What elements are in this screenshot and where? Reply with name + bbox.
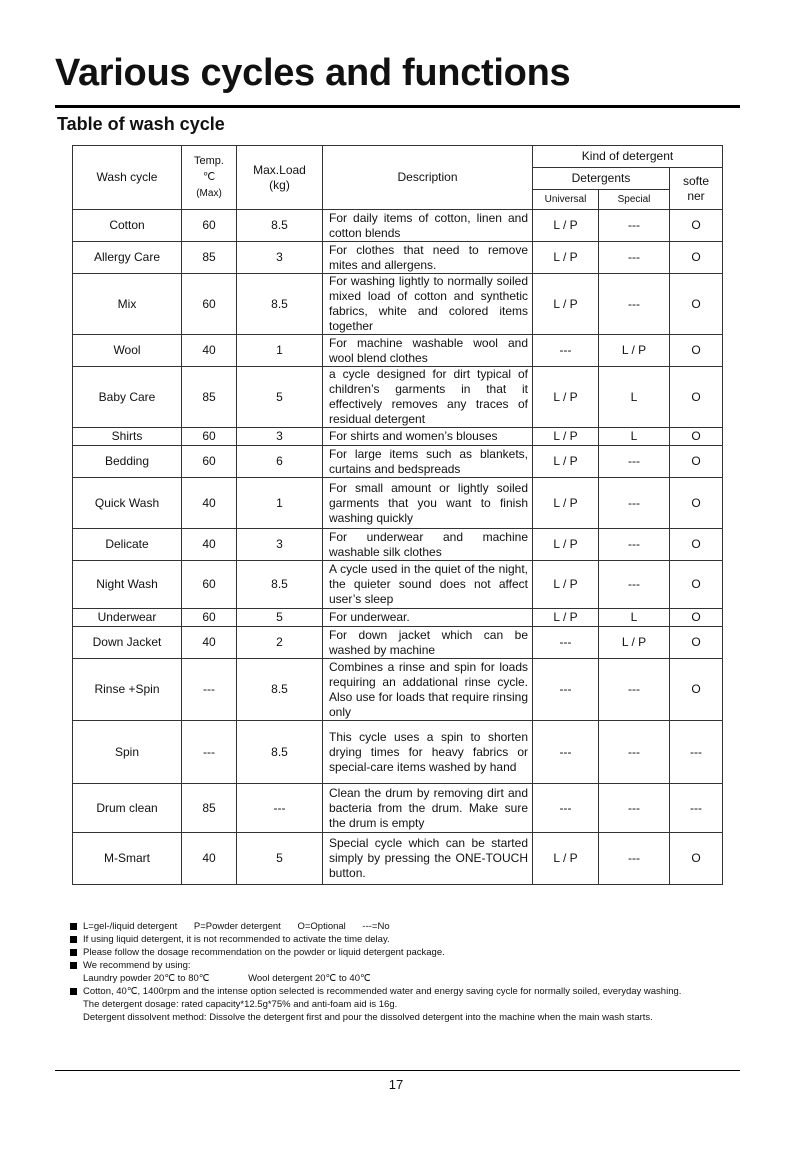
temp-value: --- [182,659,237,721]
table-row [73,274,723,335]
page-number: 17 [388,1077,404,1092]
special-detergent: L [599,428,670,446]
temp-value: 60 [182,428,237,446]
special-detergent: --- [599,210,670,242]
special-detergent: --- [599,561,670,609]
load-value: 6 [237,446,323,478]
softener: --- [670,721,723,784]
header-max-load-label: Max.Load [253,162,306,177]
load-value: 5 [237,609,323,627]
note-legend [70,920,735,933]
softener: O [670,446,723,478]
load-value: 8.5 [237,210,323,242]
description: For large items such as blankets, curtains and bedspreads [323,446,533,478]
load-value: 8.5 [237,274,323,335]
note-temperatures [70,972,735,985]
universal-detergent: L / P [533,367,599,428]
notes-section [70,920,735,1024]
header-detergents: Detergents [533,168,670,190]
description: This cycle uses a spin to shorten drying times for heavy fabrics or special-care items washed by hand [323,721,533,784]
special-detergent: --- [599,529,670,561]
table-row [73,446,723,478]
universal-detergent: L / P [533,446,599,478]
header-temp-max: (Max) [196,188,222,199]
wash-cycle-table [72,145,723,885]
softener: O [670,609,723,627]
special-detergent: --- [599,784,670,833]
title-rule [55,105,740,108]
cycle-name: Allergy Care [73,242,182,274]
table-row [73,609,723,627]
cycle-name: Down Jacket [73,627,182,659]
cycle-name: Rinse +Spin [73,659,182,721]
header-special: Special [599,190,670,210]
table-row [73,529,723,561]
load-value: 3 [237,242,323,274]
temp-value: 40 [182,627,237,659]
load-value: 5 [237,367,323,428]
table-row [73,833,723,885]
note-dosage-rated: The detergent dosage: rated capacity*12.5g*75% and anti-foam aid is 16g. [83,999,398,1010]
header-universal: Universal [533,190,599,210]
table-row [73,478,723,529]
load-value: 8.5 [237,561,323,609]
table-row [73,428,723,446]
wool-detergent-range: Wool detergent 20℃ to 40℃ [248,973,371,984]
description: For down jacket which can be washed by machine [323,627,533,659]
bullet-icon [70,923,77,930]
softener: O [670,561,723,609]
load-value: 5 [237,833,323,885]
cycle-name: Wool [73,335,182,367]
cycle-name: Bedding [73,446,182,478]
softener: O [670,529,723,561]
table-row [73,784,723,833]
load-value: 3 [237,529,323,561]
universal-detergent: --- [533,627,599,659]
section-title: Table of wash cycle [57,114,225,134]
table-row [73,627,723,659]
bullet-icon [70,949,77,956]
legend-l: L=gel-/liquid detergent [83,921,178,932]
description: For underwear and machine washable silk clothes [323,529,533,561]
table-row [73,367,723,428]
cycle-name: Delicate [73,529,182,561]
load-value: --- [237,784,323,833]
cycle-name: Quick Wash [73,478,182,529]
softener: O [670,659,723,721]
cycle-name: Shirts [73,428,182,446]
description: A cycle used in the quiet of the night, the quieter sound does not affect user’s sleep [323,561,533,609]
load-value: 2 [237,627,323,659]
temp-value: 40 [182,335,237,367]
universal-detergent: L / P [533,529,599,561]
universal-detergent: --- [533,784,599,833]
header-max-load-unit: (kg) [269,177,290,192]
description: Special cycle which can be started simply by pressing the ONE-TOUCH button. [323,833,533,885]
cycle-name: Underwear [73,609,182,627]
universal-detergent: L / P [533,242,599,274]
cycle-name: Night Wash [73,561,182,609]
laundry-powder-range: Laundry powder 20℃ to 80℃ [83,973,210,984]
table-row [73,659,723,721]
universal-detergent: L / P [533,609,599,627]
description: a cycle designed for dirt typical of children’s garments in that it effectively removes any traces of residual detergent [323,367,533,428]
note-dosage [70,946,735,959]
softener: O [670,367,723,428]
temp-value: 85 [182,367,237,428]
softener: --- [670,784,723,833]
table-row [73,561,723,609]
table-row [73,721,723,784]
note-cotton-text: Cotton, 40℃, 1400rpm and the intense option selected is recommended water and energy saving cycle for normally soiled, everyday washing. [83,986,682,997]
load-value: 1 [237,335,323,367]
temp-value: 40 [182,529,237,561]
temp-value: 60 [182,609,237,627]
header-wash-cycle: Wash cycle [73,146,182,210]
temp-value: --- [182,721,237,784]
description: Combines a rinse and spin for loads requiring an addational rinse cycle. Also use for loads that require rinsing only [323,659,533,721]
bullet-icon [70,936,77,943]
description: For machine washable wool and wool blend clothes [323,335,533,367]
bottom-rule [55,1070,740,1071]
table-row [73,335,723,367]
special-detergent: --- [599,478,670,529]
temp-value: 60 [182,210,237,242]
universal-detergent: L / P [533,274,599,335]
cycle-name: Drum clean [73,784,182,833]
table-row [73,242,723,274]
universal-detergent: --- [533,721,599,784]
header-temp [182,146,237,210]
special-detergent: --- [599,274,670,335]
temp-value: 60 [182,446,237,478]
header-kind-of-detergent: Kind of detergent [533,146,723,168]
header-temp-label: Temp. [194,155,224,167]
page-title: Various cycles and functions [55,52,571,94]
special-detergent: --- [599,242,670,274]
note-cotton [70,985,735,998]
description: Clean the drum by removing dirt and bacteria from the drum. Make sure the drum is empty [323,784,533,833]
universal-detergent: L / P [533,561,599,609]
load-value: 8.5 [237,659,323,721]
temp-value: 85 [182,784,237,833]
note-dissolve-method: Detergent dissolvent method: Dissolve the detergent first and pour the dissolved detergent into the machine when the main wash starts. [83,1012,653,1023]
bullet-icon [70,962,77,969]
temp-value: 60 [182,561,237,609]
special-detergent: L / P [599,335,670,367]
softener: O [670,833,723,885]
softener: O [670,478,723,529]
legend-o: O=Optional [297,921,346,932]
temp-value: 60 [182,274,237,335]
temp-value: 85 [182,242,237,274]
special-detergent: --- [599,721,670,784]
table-row [73,210,723,242]
special-detergent: --- [599,833,670,885]
legend-p: P=Powder detergent [193,921,281,932]
note-liquid [70,933,735,946]
softener: O [670,210,723,242]
description: For daily items of cotton, linen and cotton blends [323,210,533,242]
note-liquid-text: If using liquid detergent, it is not recommended to activate the time delay. [83,934,390,945]
universal-detergent: --- [533,335,599,367]
note-recommend-text: We recommend by using: [83,960,191,971]
cycle-name: M-Smart [73,833,182,885]
universal-detergent: L / P [533,478,599,529]
legend-no: ---=No [362,921,390,932]
load-value: 8.5 [237,721,323,784]
softener: O [670,335,723,367]
temp-value: 40 [182,478,237,529]
special-detergent: --- [599,446,670,478]
softener: O [670,242,723,274]
note-recommend [70,959,735,972]
header-softener: softe ner [670,168,723,210]
special-detergent: L [599,367,670,428]
header-max-load [237,146,323,210]
wash-cycle-table-body [73,210,723,885]
cycle-name: Cotton [73,210,182,242]
cycle-name: Baby Care [73,367,182,428]
description: For washing lightly to normally soiled mixed load of cotton and synthetic fabrics, white and colored items together [323,274,533,335]
load-value: 3 [237,428,323,446]
note-dosage-text: Please follow the dosage recommendation on the powder or liquid detergent package. [83,947,445,958]
header-description: Description [323,146,533,210]
special-detergent: L [599,609,670,627]
header-temp-unit: ℃ [202,171,216,183]
softener: O [670,428,723,446]
softener: O [670,274,723,335]
temp-value: 40 [182,833,237,885]
special-detergent: L / P [599,627,670,659]
description: For clothes that need to remove mites and allergens. [323,242,533,274]
description: For small amount or lightly soiled garments that you want to finish washing quickly [323,478,533,529]
universal-detergent: L / P [533,210,599,242]
description: For shirts and women’s blouses [323,428,533,446]
universal-detergent: L / P [533,428,599,446]
bullet-icon [70,988,77,995]
universal-detergent: --- [533,659,599,721]
cycle-name: Spin [73,721,182,784]
load-value: 1 [237,478,323,529]
softener: O [670,627,723,659]
special-detergent: --- [599,659,670,721]
description: For underwear. [323,609,533,627]
cycle-name: Mix [73,274,182,335]
universal-detergent: L / P [533,833,599,885]
